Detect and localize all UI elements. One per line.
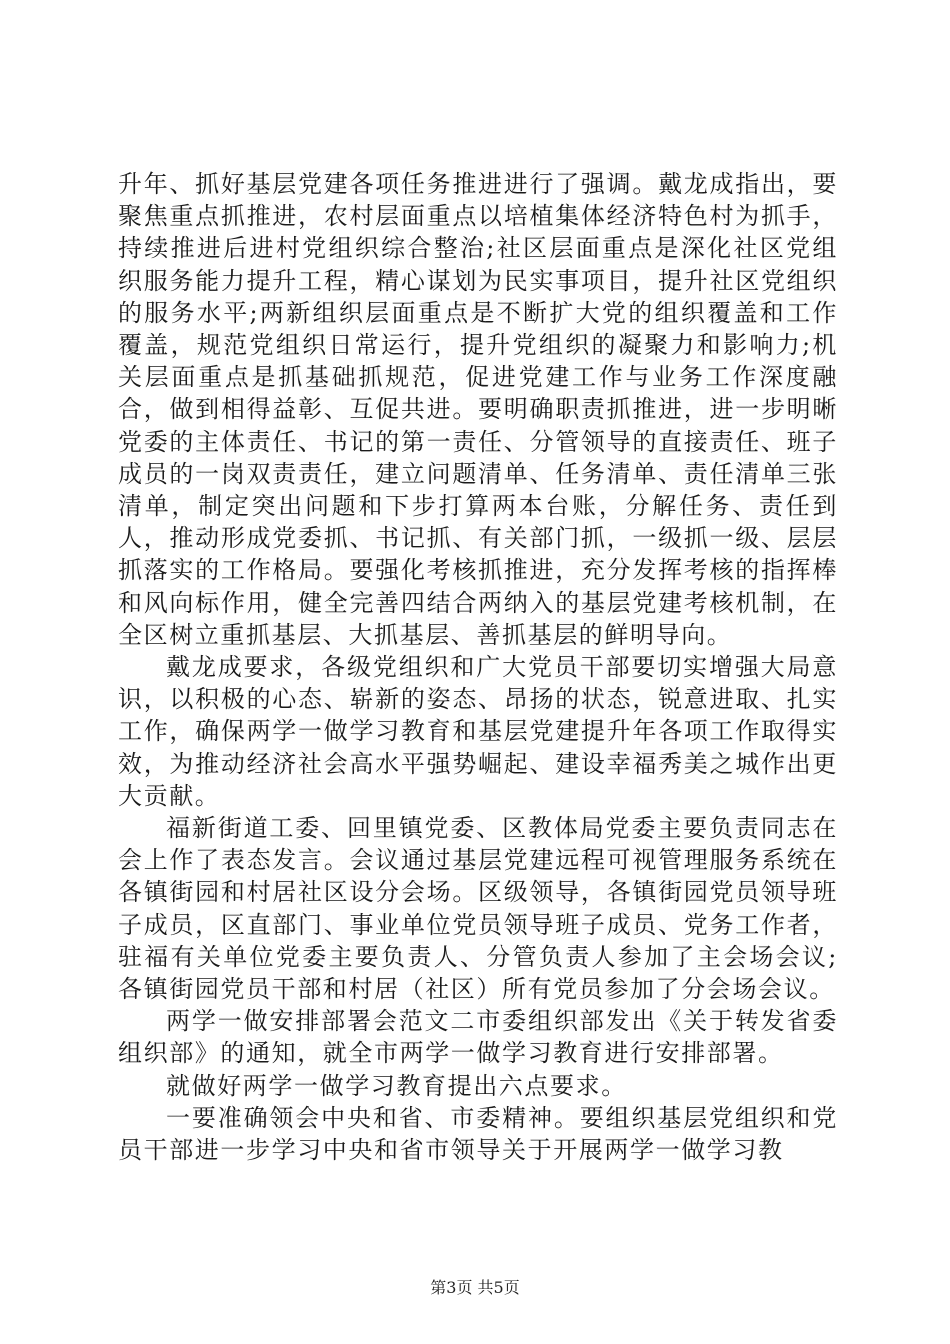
- paragraph-2: 戴龙成要求，各级党组织和广大党员干部要切实增强大局意识，以积极的心态、崭新的姿态、昂扬的状态，锐意进取、扎实工作，确保两学一做学习教育和基层党建提升年各项工作取得实效，为推动经济社会高水平强势崛起、建设幸福秀美之城作出更大贡献。: [118, 653, 838, 810]
- document-body: [118, 168, 838, 1166]
- paragraph-4: 两学一做安排部署会范文二市委组织部发出《关于转发省委组织部》的通知，就全市两学一做学习教育进行安排部署。: [118, 1007, 838, 1068]
- paragraph-1: 升年、抓好基层党建各项任务推进进行了强调。戴龙成指出，要聚焦重点抓推进，农村层面重点以培植集体经济特色村为抓手，持续推进后进村党组织综合整治;社区层面重点是深化社区党组织服务能力提升工程，精心谋划为民实事项目，提升社区党组织的服务水平;两新组织层面重点是不断扩大党的组织覆盖和工作覆盖，规范党组织日常运行，提升党组织的凝聚力和影响力;机关层面重点是抓基础抓规范，促进党建工作与业务工作深度融合，做到相得益彰、互促共进。要明确职责抓推进，进一步明晰党委的主体责任、书记的第一责任、分管领导的直接责任、班子成员的一岗双责责任，建立问题清单、任务清单、责任清单三张清单，制定突出问题和下步打算两本台账，分解任务、责任到人，推动形成党委抓、书记抓、有关部门抓，一级抓一级、层层抓落实的工作格局。要强化考核抓推进，充分发挥考核的指挥棒和风向标作用，健全完善四结合两纳入的基层党建考核机制，在全区树立重抓基层、大抓基层、善抓基层的鲜明导向。: [118, 170, 838, 649]
- page-footer: 第3页 共5页: [430, 1278, 520, 1297]
- paragraph-5: 就做好两学一做学习教育提出六点要求。: [166, 1071, 627, 1100]
- paragraph-3: 福新街道工委、回里镇党委、区教体局党委主要负责同志在会上作了表态发言。会议通过基层党建远程可视管理服务系统在各镇街园和村居社区设分会场。区级领导，各镇街园党员领导班子成员，区直部门、事业单位党员领导班子成员、党务工作者，驻福有关单位党委主要负责人、分管负责人参加了主会场会议;各镇街园党员干部和村居（社区）所有党员参加了分会场会议。: [118, 814, 838, 1004]
- paragraph-6: 一要准确领会中央和省、市委精神。要组织基层党组织和党员干部进一步学习中央和省市领导关于开展两学一做学习教: [118, 1103, 838, 1165]
